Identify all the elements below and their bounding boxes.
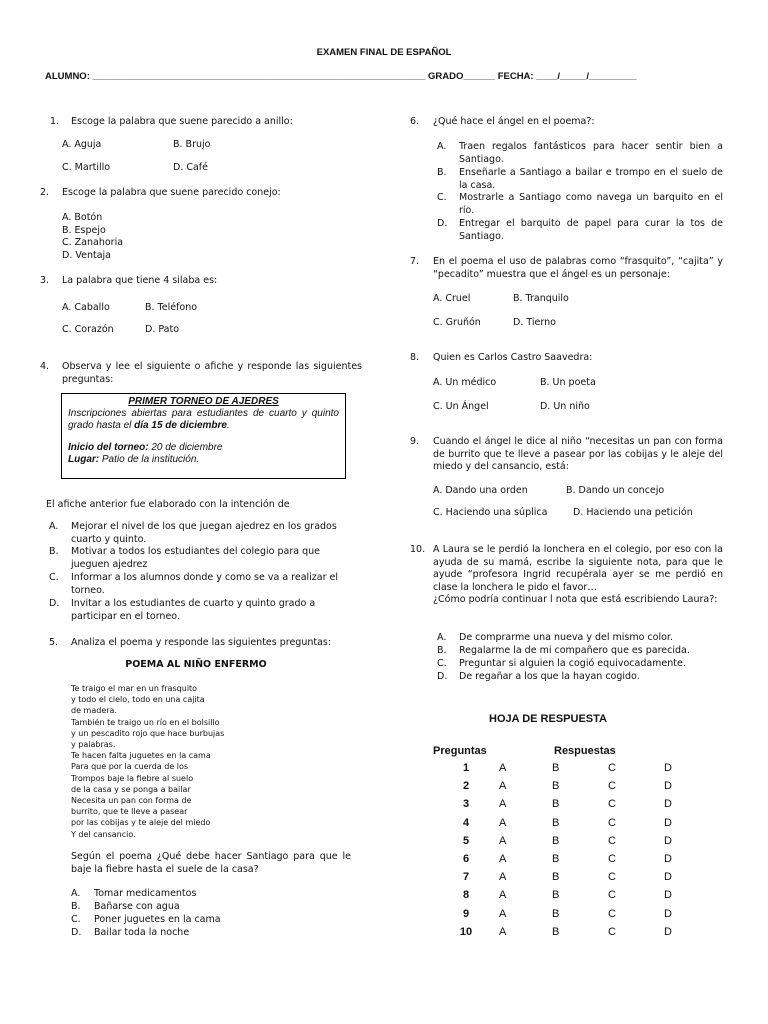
q8-option-a[interactable]: A. Un médico <box>433 377 497 388</box>
option-letter: C. <box>437 192 447 203</box>
choice-b[interactable]: B <box>552 816 560 829</box>
answer-row-number: 10 <box>459 925 473 938</box>
choice-b[interactable]: B <box>552 907 560 920</box>
option-letter: A. <box>437 632 447 643</box>
answer-row <box>433 923 723 941</box>
q7-option-b[interactable]: B. Tranquilo <box>513 293 569 304</box>
answer-row <box>433 832 723 850</box>
choice-d[interactable]: D <box>664 925 672 938</box>
answer-row-number: 2 <box>462 780 470 793</box>
q3-option-d[interactable]: D. Pato <box>145 324 180 335</box>
choice-a[interactable]: A <box>499 834 507 847</box>
q9-option-c[interactable]: C. Haciendo una súplica <box>433 507 548 518</box>
poem-line: de la casa y se ponga a bailar <box>71 784 191 794</box>
choice-b[interactable]: B <box>552 871 560 884</box>
choice-c[interactable]: C <box>608 780 616 793</box>
choice-d[interactable]: D <box>664 762 672 775</box>
answer-row-number: 9 <box>462 907 470 920</box>
question-number: 2. <box>40 187 50 198</box>
answer-row <box>433 759 723 777</box>
option-letter: D. <box>437 218 448 229</box>
option-letter: B. <box>49 546 59 557</box>
q2-option-d[interactable]: D. Ventaja <box>62 250 111 261</box>
choice-c[interactable]: C <box>608 853 616 866</box>
question-number: 3. <box>40 275 50 286</box>
q1-option-c[interactable]: C. Martillo <box>62 162 111 173</box>
poster-deadline: día 15 de diciembre <box>134 420 227 431</box>
choice-b[interactable]: B <box>552 798 560 811</box>
q8-option-c[interactable]: C. Un Ángel <box>433 401 489 412</box>
poem-body <box>71 683 271 840</box>
choice-a[interactable]: A <box>499 798 507 811</box>
answer-row <box>433 850 723 868</box>
question-number: 9. <box>410 436 420 447</box>
question-number: 5. <box>49 637 59 648</box>
question-9-text: Cuando el ángel le dice al niño “necesitas un pan con forma de burrito que te lleve a pasear por las cobijas y le aleje del miedo y del cansancio, está: <box>433 436 723 472</box>
poem-title: POEMA AL NIÑO ENFERMO <box>125 659 267 670</box>
q7-option-a[interactable]: A. Cruel <box>433 293 471 304</box>
question-5b-text: Según el poema ¿Qué debe hacer Santiago para que le baje la fiebre hasta el suele de la casa? <box>71 851 351 875</box>
choice-d[interactable]: D <box>664 871 672 884</box>
q4-option-d[interactable]: Invitar a los estudiantes de cuarto y quinto grado a participar en el torneo. <box>71 598 316 622</box>
answer-sheet-title: HOJA DE RESPUESTA <box>489 713 607 725</box>
option-letter: B. <box>437 167 447 178</box>
poster-start: Inicio del torneo: 20 de diciembre <box>68 442 223 453</box>
choice-b[interactable]: B <box>552 834 560 847</box>
q5-option-c[interactable]: Poner juguetes en la cama <box>94 914 221 925</box>
choice-a[interactable]: A <box>499 907 507 920</box>
col-answers: Respuestas <box>554 744 616 757</box>
choice-a[interactable]: A <box>499 871 507 884</box>
col-questions: Preguntas <box>433 744 487 757</box>
question-1-text: Escoge la palabra que suene parecido a anillo: <box>71 116 293 127</box>
option-letter: C. <box>437 658 447 669</box>
answer-row <box>433 868 723 886</box>
question-7-text: En el poema el uso de palabras como “frasquito”, “cajita” y “pecadito” muestra que el ángel es un personaje: <box>433 256 723 280</box>
question-8-text: Quien es Carlos Castro Saavedra: <box>433 352 593 363</box>
choice-b[interactable]: B <box>552 925 560 938</box>
question-10-text: A Laura se le perdió la lonchera en el colegio, por eso con la ayuda de su mamá, escribe la siguiente nota, para que le ayude “profesora Ingrid recupérala ayer se me perdió en clase la lonchera le pido el favor… <box>433 544 723 593</box>
question-5-text: Analiza el poema y responde las siguientes preguntas: <box>71 637 332 648</box>
q1-option-a[interactable]: A. Aguja <box>62 139 102 150</box>
q9-option-a[interactable]: A. Dando una orden <box>433 485 528 496</box>
q3-option-b[interactable]: B. Teléfono <box>145 302 198 313</box>
q4-option-c[interactable]: Informar a los alumnos donde y como se va a realizar el torneo. <box>71 572 339 596</box>
poem-line: Necesita un pan con forma de <box>71 796 192 806</box>
choice-c[interactable]: C <box>608 907 616 920</box>
poem-line: de madera. <box>71 706 117 716</box>
option-letter: C. <box>71 914 81 925</box>
poem-line: Te hacen falta juguetes en la cama <box>71 751 211 761</box>
answer-sheet-header <box>433 742 723 759</box>
poem-line: Para que por la cuerda de los <box>71 762 189 772</box>
choice-c[interactable]: C <box>608 816 616 829</box>
answer-row <box>433 814 723 832</box>
question-number: 1. <box>50 116 60 127</box>
exam-title: EXAMEN FINAL DE ESPAÑOL <box>316 47 452 58</box>
answer-row <box>433 777 723 795</box>
question-3-text: La palabra que tiene 4 silaba es: <box>62 275 218 286</box>
answer-row-number: 4 <box>462 816 470 829</box>
choice-d[interactable]: D <box>664 798 672 811</box>
answer-row <box>433 795 723 813</box>
choice-d[interactable]: D <box>664 907 672 920</box>
choice-a[interactable]: A <box>499 853 507 866</box>
q7-option-c[interactable]: C. Gruñón <box>433 317 481 328</box>
answer-row-number: 8 <box>462 889 470 902</box>
q3-option-a[interactable]: A. Caballo <box>62 302 110 313</box>
poster-title: PRIMER TORNEO DE AJEDRES <box>128 396 279 407</box>
answer-row-number: 6 <box>462 853 470 866</box>
q10-option-a[interactable]: De comprarme una nueva y del mismo color. <box>459 632 673 643</box>
q8-option-b[interactable]: B. Un poeta <box>540 377 596 388</box>
poem-line: y todo el cielo, todo en una cajita <box>71 695 205 705</box>
q6-option-a[interactable]: Traen regalos fantásticos para hacer sentir bien a Santiago. <box>459 141 723 165</box>
choice-d[interactable]: D <box>664 816 672 829</box>
choice-b[interactable]: B <box>552 853 560 866</box>
question-number: 6. <box>410 116 420 127</box>
q9-option-d[interactable]: D. Haciendo una petición <box>573 507 693 518</box>
q3-option-c[interactable]: C. Corazón <box>62 324 114 335</box>
answer-row-number: 3 <box>462 798 470 811</box>
question-2-text: Escoge la palabra que suene parecido conejo: <box>62 187 281 198</box>
q4-option-b[interactable]: Motivar a todos los estudiantes del colegio para que jueguen ajedrez <box>71 546 320 570</box>
question-4-text: Observa y lee el siguiente o afiche y responde las siguientes preguntas: <box>62 361 362 385</box>
q4-option-a[interactable]: Mejorar el nivel de los que juegan ajedrez en los grados cuarto y quinto. <box>71 521 337 545</box>
q2-option-b[interactable]: B. Espejo <box>62 225 106 236</box>
question-number: 8. <box>410 352 420 363</box>
q6-option-d[interactable]: Entregar el barquito de papel para curar la tos de Santiago. <box>459 218 723 242</box>
poem-line: Te traigo el mar en un frasquito <box>71 684 198 693</box>
poster-place: Lugar: Patio de la institución. <box>68 454 200 465</box>
poem-line: y un pescadito rojo que hace burbujas <box>71 728 225 738</box>
q10-option-b[interactable]: Regalarme la de mi compañero que es parecida. <box>459 645 690 656</box>
chess-tournament-poster <box>61 393 346 479</box>
question-number: 4. <box>40 361 50 372</box>
q2-option-c[interactable]: C. Zanahoria <box>62 237 124 248</box>
question-4b-text: El afiche anterior fue elaborado con la intención de <box>46 499 290 510</box>
choice-c[interactable]: C <box>608 871 616 884</box>
answer-row-number: 5 <box>462 834 470 847</box>
q6-option-b[interactable]: Enseñarle a Santiago a bailar e trompo en el suelo de la casa. <box>459 167 723 191</box>
choice-a[interactable]: A <box>499 780 507 793</box>
option-letter: B. <box>71 901 81 912</box>
choice-c[interactable]: C <box>608 925 616 938</box>
q5-option-b[interactable]: Bañarse con agua <box>94 901 180 912</box>
poem-line: También te traigo un río en el bolsillo <box>71 717 220 727</box>
choice-c[interactable]: C <box>608 798 616 811</box>
choice-b[interactable]: B <box>552 780 560 793</box>
option-letter: D. <box>437 671 448 682</box>
option-letter: B. <box>437 645 447 656</box>
choice-c[interactable]: C <box>608 762 616 775</box>
choice-d[interactable]: D <box>664 889 672 902</box>
choice-d[interactable]: D <box>664 780 672 793</box>
q9-option-b[interactable]: B. Dando un concejo <box>566 485 665 496</box>
choice-b[interactable]: B <box>552 889 560 902</box>
choice-a[interactable]: A <box>499 816 507 829</box>
answer-sheet-table <box>433 742 723 941</box>
student-header-line[interactable]: ALUMNO: _______________________________________________________________ GRADO______ FECHA: ____/_____/_________ <box>45 71 637 82</box>
answer-row-number: 7 <box>462 871 470 884</box>
option-letter: A. <box>71 888 81 899</box>
option-letter: C. <box>49 572 59 583</box>
q2-option-a[interactable]: A. Botón <box>62 212 103 223</box>
question-number: 10. <box>410 544 426 555</box>
choice-a[interactable]: A <box>499 889 507 902</box>
choice-b[interactable]: B <box>552 762 560 775</box>
q1-option-b[interactable]: B. Brujo <box>173 139 211 150</box>
option-letter: D. <box>49 598 60 609</box>
choice-d[interactable]: D <box>664 834 672 847</box>
option-letter: A. <box>437 141 447 152</box>
q7-option-d[interactable]: D. Tierno <box>513 317 556 328</box>
answer-row <box>433 905 723 923</box>
q10-option-c[interactable]: Preguntar si alguien la cogió equivocadamente. <box>459 658 686 669</box>
poem-line: Trompos baje la fiebre al suelo <box>71 773 194 783</box>
poem-line: por las cobijas y te aleje del miedo <box>71 818 211 828</box>
poem-line: burrito, que te lleve a pasear <box>71 807 188 817</box>
choice-a[interactable]: A <box>499 762 507 775</box>
question-10-prompt: ¿Cómo podría continuar l nota que está escribiendo Laura?: <box>433 594 718 605</box>
q8-option-d[interactable]: D. Un niño <box>540 401 590 412</box>
q6-option-c[interactable]: Mostrarle a Santiago como navega un barquito en el río. <box>459 192 723 216</box>
q5-option-d[interactable]: Bailar toda la noche <box>94 927 190 938</box>
option-letter: A. <box>49 521 59 532</box>
q1-option-d[interactable]: D. Café <box>173 162 208 173</box>
q10-option-d[interactable]: De regañar a los que la hayan cogido. <box>459 671 640 682</box>
q5-option-a[interactable]: Tomar medicamentos <box>94 888 197 899</box>
poem-line: Y del cansancio. <box>71 829 136 839</box>
answer-row <box>433 886 723 904</box>
answer-row-number: 1 <box>462 762 470 775</box>
poem-line: y palabras. <box>71 740 116 750</box>
question-number: 7. <box>410 256 420 267</box>
choice-c[interactable]: C <box>608 834 616 847</box>
choice-d[interactable]: D <box>664 853 672 866</box>
option-letter: D. <box>71 927 82 938</box>
poster-body: Inscripciones abiertas para estudiantes de cuarto y quinto grado hasta el día 15 de diciembre. <box>68 408 339 431</box>
choice-c[interactable]: C <box>608 889 616 902</box>
question-6-text: ¿Qué hace el ángel en el poema?: <box>433 116 595 127</box>
choice-a[interactable]: A <box>499 925 507 938</box>
